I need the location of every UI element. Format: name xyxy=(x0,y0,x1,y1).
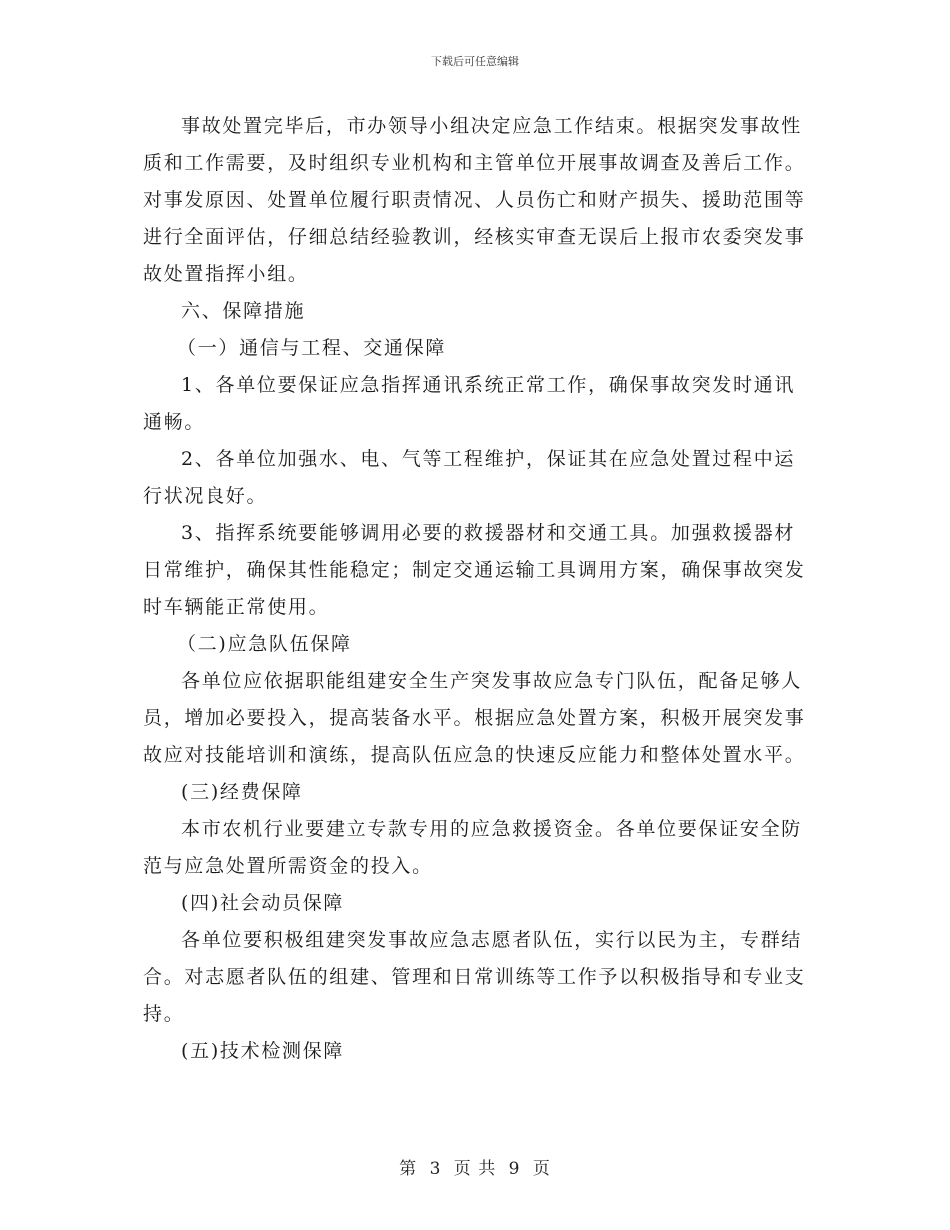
paragraph-team: 各单位应依据职能组建安全生产突发事故应急专门队伍，配备足够人员，增加必要投入，提高装备水平。根据应急处置方案，积极开展突发事故应对技能培训和演练，提高队伍应急的快速反应能力和整体处置水平。 xyxy=(143,670,806,766)
page-total-number: 9 xyxy=(508,1159,521,1179)
subsection-heading-technical: (五)技术检测保障 xyxy=(181,1040,345,1062)
page-footer xyxy=(0,1154,950,1179)
paragraph-conclusion: 事故处置完毕后，市办领导小组决定应急工作结束。根据突发事故性质和工作需要，及时组织专业机构和主管单位开展事故调查及善后工作。对事发原因、处置单位履行职责情况、人员伤亡和财产损失、援助范围等进行全面评估，仔细总结经验教训，经核实审查无误后上报市农委突发事故处置指挥小组。 xyxy=(143,115,806,285)
subsection-heading-communication: （一）通信与工程、交通保障 xyxy=(177,337,447,359)
paragraph-communication-1: 1、各单位要保证应急指挥通讯系统正常工作，确保事故突发时通讯通畅。 xyxy=(143,374,796,433)
paragraph-social: 各单位要积极组建突发事故应急志愿者队伍，实行以民为主，专群结合。对志愿者队伍的组建、管理和日常训练等工作予以积极指导和专业支持。 xyxy=(143,929,806,1025)
subsection-heading-social: (四)社会动员保障 xyxy=(181,892,345,914)
paragraph-communication-3: 3、指挥系统要能够调用必要的救援器材和交通工具。加强救援器材日常维护，确保其性能稳定；制定交通运输工具调用方案，确保事故突发时车辆能正常使用。 xyxy=(143,522,806,618)
section-heading-safeguards: 六、保障措施 xyxy=(181,300,306,322)
subsection-heading-funding: (三)经费保障 xyxy=(181,781,303,803)
page-current-number: 3 xyxy=(429,1159,442,1179)
page-label-suffix: 页 xyxy=(532,1159,551,1179)
document-body xyxy=(143,108,807,1070)
page-label-mid: 页 共 xyxy=(453,1159,497,1179)
paragraph-funding: 本市农机行业要建立专款专用的应急救援资金。各单位要保证安全防范与应急处置所需资金的投入。 xyxy=(143,818,803,877)
paragraph-communication-2: 2、各单位加强水、电、气等工程维护，保证其在应急处置过程中运行状况良好。 xyxy=(143,448,796,507)
subsection-heading-team: （二)应急队伍保障 xyxy=(177,633,352,655)
page-header-note: 下载后可任意编辑 xyxy=(431,55,519,68)
page-label-prefix: 第 xyxy=(399,1159,418,1179)
